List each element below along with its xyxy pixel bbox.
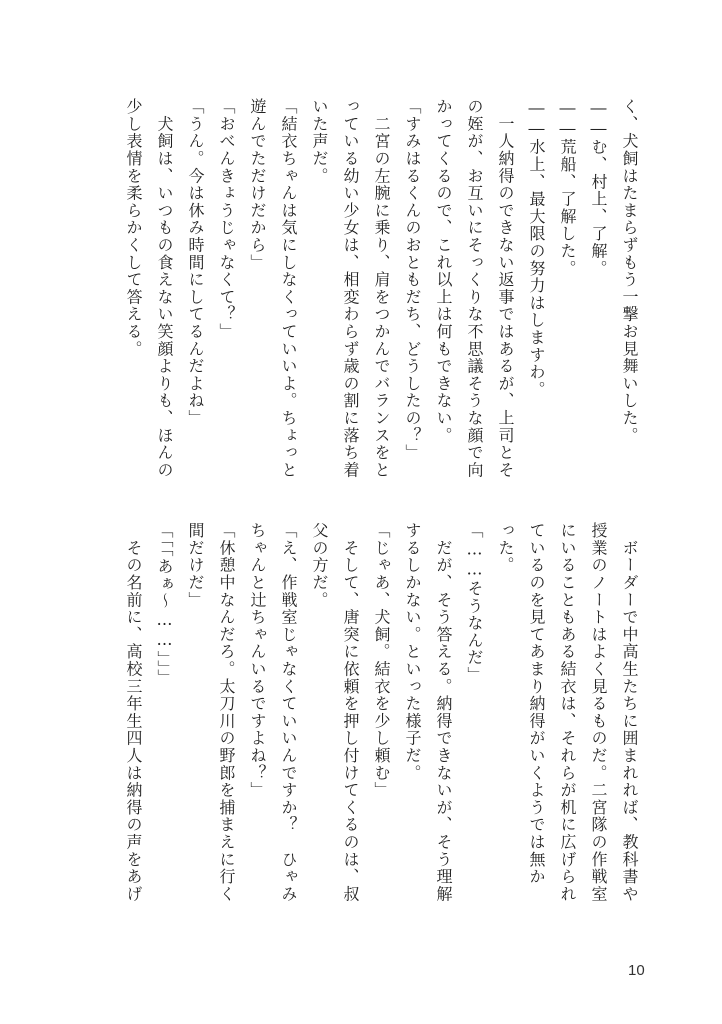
text-line: 二宮の左腕に乗り、肩をつかんでバランスをと [372,98,391,479]
text-line: ――む、村上、了解。 [589,98,608,277]
text-line: 少し表情を柔らかくして答える。 [124,98,143,358]
text-line: く、犬飼はたまらずもう一撃お見舞いした。 [620,98,639,444]
text-line: 「休憩中なんだろ。太刀川の野郎を捕まえに行く [217,522,236,903]
text-line: 「「「あぁ～……」」」 [155,522,174,687]
text-line: 「え、作戦室じゃなくていいんですか？ ひゃみ [279,522,298,903]
text-line: 一人納得のできない返事ではあるが、上司とそ [496,98,515,479]
text-line: 「……そうなんだ」 [465,522,484,684]
text-line: 父の方だ。 [310,522,329,609]
text-line: ――荒船、了解した。 [558,98,577,277]
text-line: ちゃんと辻ちゃんいるですよね？」 [248,522,267,799]
text-line: 「結衣ちゃんは気にしなくっていいよ。ちょっと [279,98,298,479]
text-line: った。 [496,522,515,574]
text-line: いた声だ。 [310,98,329,185]
text-line: 間だけだ」 [186,522,205,609]
text-line: かってくるので、これ以上は何もできない。 [434,98,453,444]
text-line: 「じゃあ、犬飼。結衣を少し頼む」 [372,522,391,799]
text-line: だが、そう答える。納得できないが、そう理解 [434,522,453,903]
text-line: の姪が、お互いにそっくりな不思議そうな顔で向 [465,98,484,479]
text-line: にいることもある結衣は、それらが机に広げられ [558,522,577,903]
text-line: 犬飼は、いつもの食えない笑顔よりも、ほんの [155,98,174,479]
text-line: 授業のノートはよく見るものだ。二宮隊の作戦室 [589,522,608,903]
text-line: 「すみはるくんのおともだち、どうしたの？」 [403,98,422,462]
text-line: するしかない。といった様子だ。 [403,522,422,782]
text-line: そして、唐突に依頼を押し付けてくるのは、叔 [341,522,360,903]
text-line: 「おべんきょうじゃなくて？」 [217,98,236,341]
text-line: ――水上、最大限の努力はしますわ。 [527,98,546,399]
text-line: 「うん。今は休み時間にしてるんだよね」 [186,98,205,427]
text-line: 遊んでただけだから」 [248,98,267,271]
text-line: ているのを見てあまり納得がいくようでは無か [527,522,546,886]
page-number: 10 [628,962,645,979]
text-line: っている幼い少女は、相変わらず歳の割に落ち着 [341,98,360,479]
text-line: ボーダーで中高生たちに囲まれれば、教科書や [620,522,639,903]
text-line: その名前に、高校三年生四人は納得の声をあげ [124,522,143,903]
